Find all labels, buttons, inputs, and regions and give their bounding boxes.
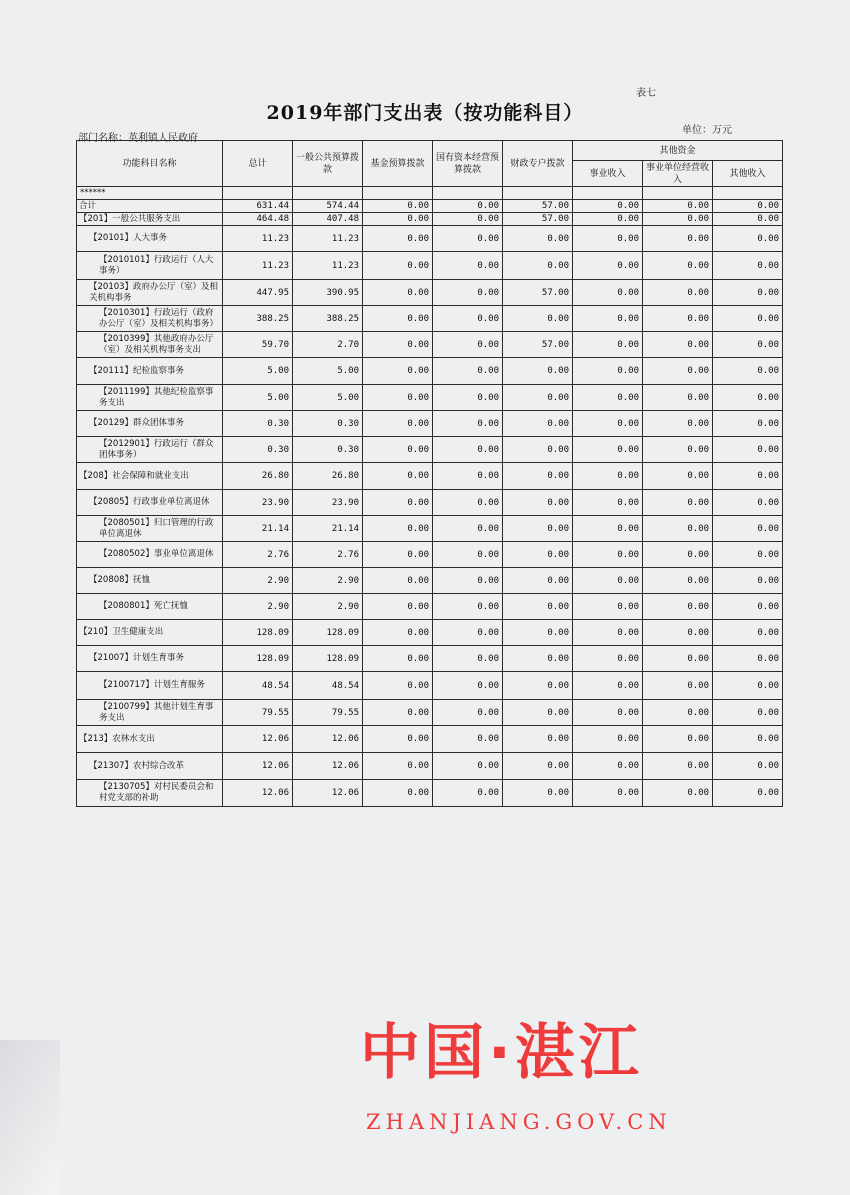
table-row: [77, 280, 783, 306]
row-value: 0.00: [363, 226, 433, 252]
row-value: 0.00: [433, 200, 503, 213]
row-value: 79.55: [223, 700, 293, 726]
row-value: 0.00: [433, 411, 503, 437]
row-value: 0.00: [713, 620, 783, 646]
row-value: 0.00: [713, 490, 783, 516]
row-value: 0.00: [433, 252, 503, 280]
row-value: 0.00: [433, 542, 503, 568]
row-value: 0.00: [573, 620, 643, 646]
table-row: [77, 594, 783, 620]
row-value: 0.00: [503, 542, 573, 568]
row-value: 0.00: [713, 213, 783, 226]
row-value: 0.00: [573, 411, 643, 437]
row-value: 0.00: [503, 385, 573, 411]
row-value: [713, 187, 783, 200]
row-name: 【2080502】事业单位离退休: [77, 542, 223, 568]
row-value: 0.00: [363, 358, 433, 385]
row-value: 0.00: [643, 437, 713, 463]
row-value: 0.00: [573, 490, 643, 516]
row-value: 388.25: [223, 306, 293, 332]
row-value: 0.00: [503, 672, 573, 700]
row-value: 0.00: [363, 620, 433, 646]
table-row: [77, 516, 783, 542]
table-row: [77, 753, 783, 780]
row-value: 0.00: [713, 358, 783, 385]
table-row: [77, 726, 783, 753]
row-value: 0.00: [433, 780, 503, 807]
row-value: 57.00: [503, 332, 573, 358]
row-value: 0.00: [503, 780, 573, 807]
row-name: 【21307】农村综合改革: [77, 753, 223, 780]
row-value: 0.00: [573, 252, 643, 280]
row-value: 0.00: [363, 726, 433, 753]
row-name: 【2010301】行政运行（政府办公厅（室）及相关机构事务）: [77, 306, 223, 332]
table-row: [77, 226, 783, 252]
row-value: 0.00: [433, 437, 503, 463]
row-value: 0.00: [363, 437, 433, 463]
row-value: 447.95: [223, 280, 293, 306]
row-value: 0.30: [293, 437, 363, 463]
row-value: 0.00: [363, 516, 433, 542]
row-value: 0.00: [573, 726, 643, 753]
row-value: 0.00: [433, 753, 503, 780]
row-value: 0.00: [643, 568, 713, 594]
row-value: 0.00: [503, 594, 573, 620]
row-value: 0.00: [713, 780, 783, 807]
row-value: 0.00: [643, 358, 713, 385]
row-value: 0.00: [433, 646, 503, 672]
row-value: 57.00: [503, 200, 573, 213]
row-value: 0.00: [713, 332, 783, 358]
row-value: 11.23: [293, 252, 363, 280]
row-value: 26.80: [223, 463, 293, 490]
row-value: 2.76: [293, 542, 363, 568]
row-value: 0.00: [573, 594, 643, 620]
row-name: 【2012901】行政运行（群众团体事务）: [77, 437, 223, 463]
row-value: [643, 187, 713, 200]
row-value: 0.00: [643, 463, 713, 490]
row-value: 12.06: [223, 726, 293, 753]
row-value: 0.00: [643, 672, 713, 700]
row-value: 0.00: [713, 700, 783, 726]
row-value: 11.23: [223, 226, 293, 252]
row-name: 【213】农林水支出: [77, 726, 223, 753]
row-value: 0.00: [363, 542, 433, 568]
row-value: 0.00: [503, 753, 573, 780]
col-header-special: 财政专户拨款: [503, 141, 573, 187]
row-value: 0.00: [643, 280, 713, 306]
row-value: 0.00: [713, 672, 783, 700]
row-value: 0.00: [363, 780, 433, 807]
row-value: 48.54: [223, 672, 293, 700]
row-value: 0.00: [643, 332, 713, 358]
row-value: 0.00: [573, 753, 643, 780]
row-value: 0.00: [713, 753, 783, 780]
row-value: 21.14: [293, 516, 363, 542]
row-value: [503, 187, 573, 200]
row-value: 0.00: [573, 700, 643, 726]
row-value: 0.00: [503, 252, 573, 280]
table-row: [77, 200, 783, 213]
row-name: 【2130705】对村民委员会和村党支部的补助: [77, 780, 223, 807]
row-value: 574.44: [293, 200, 363, 213]
row-value: 0.00: [363, 306, 433, 332]
row-value: 0.00: [643, 226, 713, 252]
row-value: 0.00: [713, 411, 783, 437]
row-value: 48.54: [293, 672, 363, 700]
row-value: 0.00: [433, 594, 503, 620]
row-name: 【20103】政府办公厅（室）及相关机构事务: [77, 280, 223, 306]
row-value: 0.00: [573, 780, 643, 807]
row-name: 【20808】抚恤: [77, 568, 223, 594]
row-value: 0.00: [433, 672, 503, 700]
row-value: 0.00: [573, 542, 643, 568]
table-row: [77, 252, 783, 280]
row-value: 0.00: [573, 568, 643, 594]
row-value: 0.00: [363, 213, 433, 226]
row-value: 5.00: [293, 358, 363, 385]
row-value: 0.30: [293, 411, 363, 437]
unit-label: 单位：万元: [682, 125, 732, 136]
row-value: 631.44: [223, 200, 293, 213]
col-header-name: 功能科目名称: [77, 141, 223, 187]
row-value: 0.00: [433, 358, 503, 385]
col-header-biz-op-income: 事业单位经营收入: [643, 161, 713, 187]
row-value: 2.90: [223, 594, 293, 620]
row-value: 0.00: [503, 306, 573, 332]
row-value: 0.00: [643, 411, 713, 437]
row-value: 0.00: [713, 726, 783, 753]
row-value: 0.00: [433, 620, 503, 646]
row-value: 0.00: [573, 200, 643, 213]
row-value: 79.55: [293, 700, 363, 726]
row-name: 【2080501】归口管理的行政单位离退休: [77, 516, 223, 542]
row-value: 0.00: [713, 568, 783, 594]
row-value: 0.00: [643, 753, 713, 780]
row-value: 0.00: [363, 252, 433, 280]
col-header-biz-income: 事业收入: [573, 161, 643, 187]
row-value: 0.00: [713, 646, 783, 672]
row-value: 0.00: [503, 646, 573, 672]
row-name: 【20101】人大事务: [77, 226, 223, 252]
row-value: [223, 187, 293, 200]
row-value: 0.00: [713, 306, 783, 332]
row-name: 【2010101】行政运行（人大事务）: [77, 252, 223, 280]
row-value: 0.00: [713, 385, 783, 411]
row-value: 11.23: [223, 252, 293, 280]
row-value: 0.00: [363, 411, 433, 437]
row-value: 0.00: [573, 358, 643, 385]
row-value: 59.70: [223, 332, 293, 358]
row-value: 2.90: [293, 568, 363, 594]
row-value: 0.00: [713, 542, 783, 568]
table-row: [77, 385, 783, 411]
row-value: 0.00: [643, 516, 713, 542]
watermark-url: ZHANJIANG.GOV.CN: [366, 1110, 672, 1134]
row-value: 0.00: [363, 332, 433, 358]
row-value: 0.00: [713, 280, 783, 306]
row-value: 0.00: [573, 280, 643, 306]
row-value: 0.00: [643, 200, 713, 213]
row-value: 0.00: [573, 516, 643, 542]
row-name: 【20805】行政事业单位离退休: [77, 490, 223, 516]
table-row: [77, 780, 783, 807]
row-value: 0.00: [503, 726, 573, 753]
row-value: 0.00: [713, 516, 783, 542]
row-value: 0.00: [503, 620, 573, 646]
row-value: 0.00: [433, 280, 503, 306]
row-value: 0.00: [433, 306, 503, 332]
row-value: 12.06: [223, 753, 293, 780]
row-value: [573, 187, 643, 200]
row-value: 0.00: [713, 252, 783, 280]
row-value: 0.00: [643, 726, 713, 753]
table-row: [77, 700, 783, 726]
row-value: 0.00: [363, 646, 433, 672]
table-row: [77, 187, 783, 200]
row-value: 128.09: [293, 646, 363, 672]
row-value: 0.00: [713, 594, 783, 620]
row-value: 0.00: [573, 646, 643, 672]
table-row: [77, 306, 783, 332]
row-value: 0.00: [433, 490, 503, 516]
row-value: 57.00: [503, 280, 573, 306]
table-row: [77, 213, 783, 226]
row-value: 0.00: [573, 226, 643, 252]
row-value: 0.00: [643, 594, 713, 620]
row-value: 5.00: [293, 385, 363, 411]
table-row: [77, 490, 783, 516]
row-value: 12.06: [223, 780, 293, 807]
row-value: 0.00: [643, 620, 713, 646]
row-value: 0.00: [713, 463, 783, 490]
row-value: 0.00: [363, 700, 433, 726]
row-name: 【210】卫生健康支出: [77, 620, 223, 646]
row-value: 0.00: [503, 516, 573, 542]
row-value: 0.00: [363, 594, 433, 620]
row-value: 0.00: [573, 306, 643, 332]
row-value: 0.00: [503, 568, 573, 594]
table-row: [77, 646, 783, 672]
row-value: 0.00: [643, 646, 713, 672]
row-value: 0.00: [363, 200, 433, 213]
row-value: [363, 187, 433, 200]
row-value: 388.25: [293, 306, 363, 332]
row-name: 【20129】群众团体事务: [77, 411, 223, 437]
row-value: 464.48: [223, 213, 293, 226]
row-value: 128.09: [293, 620, 363, 646]
row-name: 【208】社会保障和就业支出: [77, 463, 223, 490]
row-value: 23.90: [223, 490, 293, 516]
row-value: 0.00: [573, 463, 643, 490]
row-value: 390.95: [293, 280, 363, 306]
row-name: 【2080801】死亡抚恤: [77, 594, 223, 620]
row-value: 2.90: [293, 594, 363, 620]
row-name: ******: [77, 187, 223, 200]
row-value: 0.00: [643, 252, 713, 280]
row-value: 26.80: [293, 463, 363, 490]
row-name: 【201】一般公共服务支出: [77, 213, 223, 226]
col-header-total: 总计: [223, 141, 293, 187]
table-row: [77, 463, 783, 490]
row-name: 【2100799】其他计划生育事务支出: [77, 700, 223, 726]
row-value: 0.30: [223, 437, 293, 463]
row-value: 0.00: [573, 437, 643, 463]
row-value: 57.00: [503, 213, 573, 226]
row-value: 128.09: [223, 646, 293, 672]
row-value: 12.06: [293, 780, 363, 807]
row-value: 0.00: [503, 411, 573, 437]
row-name: 合计: [77, 200, 223, 213]
department-label: 部门名称：英利镇人民政府: [78, 133, 198, 144]
row-value: 2.76: [223, 542, 293, 568]
row-value: 0.00: [433, 463, 503, 490]
watermark-logo: 中国·湛江: [360, 1018, 643, 1088]
row-value: 12.06: [293, 726, 363, 753]
row-value: 0.00: [573, 385, 643, 411]
row-value: 0.00: [363, 672, 433, 700]
row-value: 0.00: [433, 332, 503, 358]
row-value: 0.00: [503, 437, 573, 463]
row-value: 0.00: [433, 568, 503, 594]
row-value: 0.00: [643, 213, 713, 226]
row-value: 12.06: [293, 753, 363, 780]
col-header-other-income: 其他收入: [713, 161, 783, 187]
row-value: 0.00: [363, 280, 433, 306]
row-value: 0.00: [503, 358, 573, 385]
row-value: [293, 187, 363, 200]
row-value: 5.00: [223, 358, 293, 385]
expenditure-table: [76, 140, 783, 807]
row-value: 0.00: [713, 226, 783, 252]
table-number: 表七: [636, 88, 656, 99]
col-header-general: 一般公共预算拨款: [293, 141, 363, 187]
col-header-state-capital: 国有资本经营预算拨款: [433, 141, 503, 187]
row-value: 23.90: [293, 490, 363, 516]
row-value: 0.00: [363, 490, 433, 516]
row-name: 【2011199】其他纪检监察事务支出: [77, 385, 223, 411]
table-row: [77, 332, 783, 358]
table-row: [77, 358, 783, 385]
row-value: 0.00: [573, 332, 643, 358]
table-row: [77, 411, 783, 437]
table-row: [77, 542, 783, 568]
row-value: 407.48: [293, 213, 363, 226]
row-value: 0.00: [643, 780, 713, 807]
row-value: 0.00: [433, 226, 503, 252]
row-name: 【2100717】计划生育服务: [77, 672, 223, 700]
row-value: 0.00: [433, 516, 503, 542]
row-value: 0.00: [643, 306, 713, 332]
row-value: 0.00: [433, 213, 503, 226]
row-value: 0.00: [713, 437, 783, 463]
row-value: 0.00: [433, 385, 503, 411]
row-value: 0.00: [643, 490, 713, 516]
row-value: 0.00: [433, 726, 503, 753]
row-value: 0.00: [363, 568, 433, 594]
table-row: [77, 672, 783, 700]
page-title: 2019年部门支出表（按功能科目）: [266, 102, 584, 124]
page-fold: [0, 1040, 60, 1195]
row-value: 0.00: [713, 200, 783, 213]
row-value: 0.00: [503, 226, 573, 252]
row-value: 21.14: [223, 516, 293, 542]
row-value: 128.09: [223, 620, 293, 646]
row-value: 0.00: [503, 463, 573, 490]
row-name: 【21007】计划生育事务: [77, 646, 223, 672]
row-value: 2.70: [293, 332, 363, 358]
table-row: [77, 620, 783, 646]
row-value: 0.00: [573, 672, 643, 700]
row-value: 0.00: [503, 490, 573, 516]
row-value: 0.30: [223, 411, 293, 437]
row-value: 0.00: [643, 385, 713, 411]
row-value: 0.00: [363, 463, 433, 490]
col-header-other-group: 其他资金: [573, 141, 783, 161]
row-value: [433, 187, 503, 200]
row-name: 【20111】纪检监察事务: [77, 358, 223, 385]
row-value: 0.00: [643, 700, 713, 726]
row-value: 0.00: [433, 700, 503, 726]
row-name: 【2010399】其他政府办公厅（室）及相关机构事务支出: [77, 332, 223, 358]
row-value: 0.00: [363, 385, 433, 411]
row-value: 0.00: [503, 700, 573, 726]
col-header-fund: 基金预算拨款: [363, 141, 433, 187]
row-value: 11.23: [293, 226, 363, 252]
row-value: 2.90: [223, 568, 293, 594]
table-row: [77, 437, 783, 463]
row-value: 0.00: [363, 753, 433, 780]
row-value: 0.00: [643, 542, 713, 568]
row-value: 5.00: [223, 385, 293, 411]
row-value: 0.00: [573, 213, 643, 226]
table-row: [77, 568, 783, 594]
